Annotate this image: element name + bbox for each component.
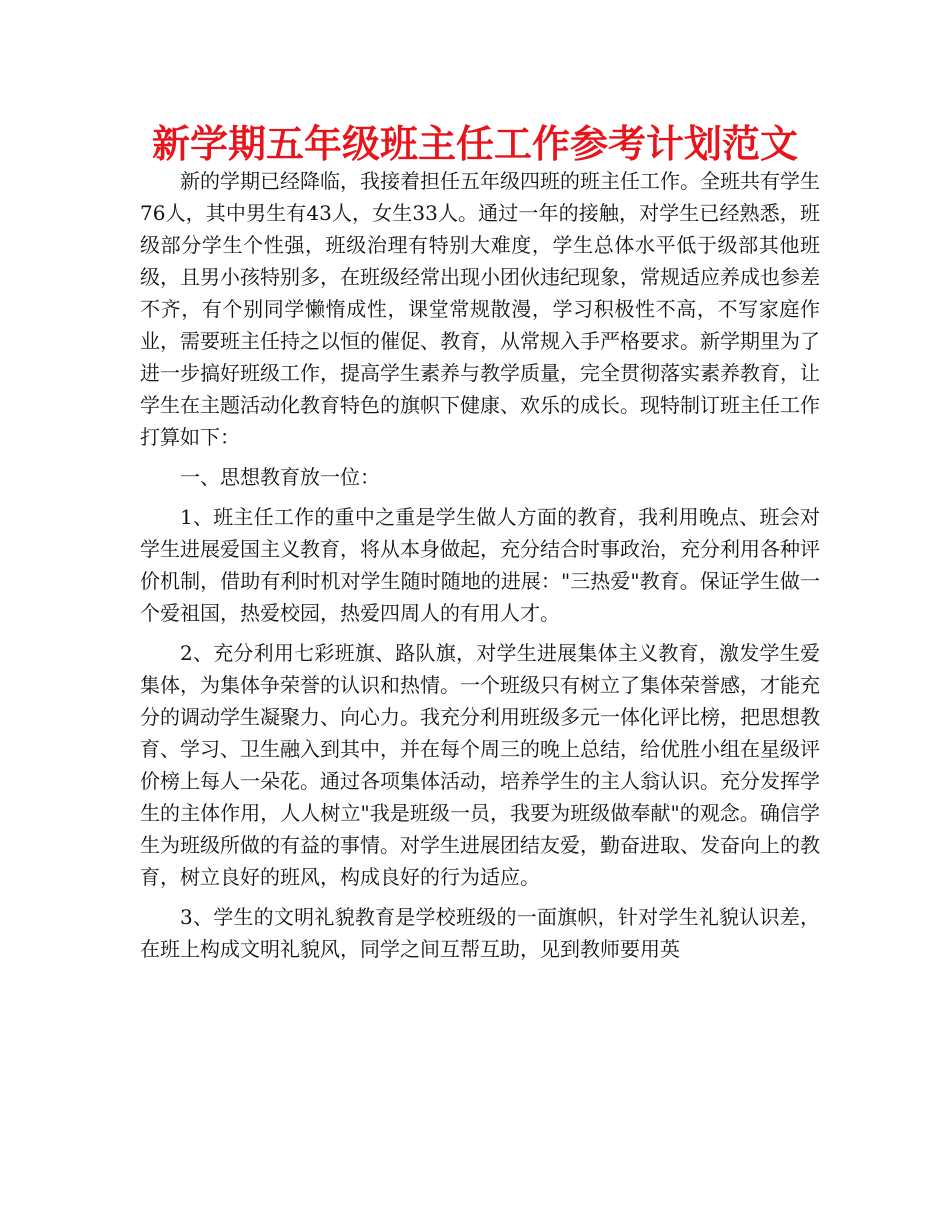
paragraph-item-2: 2、充分利用七彩班旗、路队旗，对学生进展集体主义教育，激发学生爱集体，为集体争荣誉的认识和热情。一个班级只有树立了集体荣誉感，才能充分的调动学生凝聚力、向心力。我充分利用班级多元一体化评比榜，把思想教育、学习、卫生融入到其中，并在每个周三的晚上总结，给优胜小组在星级评价榜上每人一朵花。通过各项集体活动，培养学生的主人翁认识。充分发挥学生的主体作用，人人树立"我是班级一员，我要为班级做奉献"的观念。确信学生为班级所做的有益的事情。对学生进展团结友爱，勤奋进取、发奋向上的教育，树立良好的班风，构成良好的行为适应。 (140, 641, 820, 889)
document-title: 新学期五年级班主任工作参考计划范文 (151, 122, 798, 166)
section-heading-ideology: 一、思想教育放一位： (180, 465, 380, 489)
paragraph-item-1: 1、班主任工作的重中之重是学生做人方面的教育，我利用晚点、班会对学生进展爱国主义教育，将从本身做起，充分结合时事政治，充分利用各种评价机制，借助有利时机对学生随时随地的进展："三热爱"教育。保证学生做一个爱祖国，热爱校园，热爱四周人的有用人才。 (140, 505, 820, 625)
paragraph-item-3: 3、学生的文明礼貌教育是学校班级的一面旗帜，针对学生礼貌认识差，在班上构成文明礼貌风，同学之间互帮互助，见到教师要用英 (140, 905, 820, 961)
paragraph-intro: 新的学期已经降临，我接着担任五年级四班的班主任工作。全班共有学生76人，其中男生有43人，女生33人。通过一年的接触，对学生已经熟悉，班级部分学生个性强，班级治理有特别大难度，学生总体水平低于级部其他班级，且男小孩特别多，在班级经常出现小团伙违纪现象，常规适应养成也参差不齐，有个别同学懒惰成性，课堂常规散漫，学习积极性不高，不写家庭作业，需要班主任持之以恒的催促、教育，从常规入手严格要求。新学期里为了进一步搞好班级工作，提高学生素养与教学质量，完全贯彻落实素养教育，让学生在主题活动化教育特色的旗帜下健康、欢乐的成长。现特制订班主任工作打算如下： (140, 169, 820, 449)
document-body (140, 165, 820, 965)
